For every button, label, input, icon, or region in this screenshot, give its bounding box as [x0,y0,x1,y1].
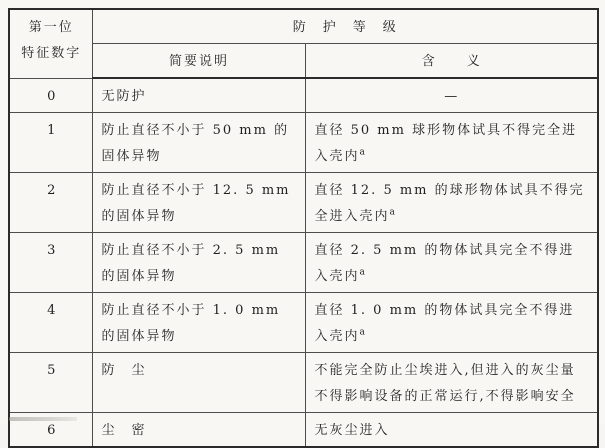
header-sub-row [9,44,598,79]
table-row [9,233,598,293]
meaning-text: 直径 2. 5 mm 的物体试具完全不得进入壳内 [314,243,575,284]
cell-digit: 6 [9,413,92,448]
cell-meaning [305,353,598,413]
cell-digit: 1 [9,113,92,173]
table-row [9,173,598,233]
cell-meaning [305,413,598,448]
cell-meaning [305,173,598,233]
table-row [9,78,598,113]
cell-digit: 4 [9,293,92,353]
meaning-text: 直径 12. 5 mm 的球形物体试具不得完全进入壳内 [314,183,585,224]
header-first-characteristic-digit [9,9,92,78]
meaning-text: 不能完全防止尘埃进入,但进入的灰尘量不得影响设备的正常运行,不得影响安全 [314,363,576,404]
cell-digit: 5 [9,353,92,413]
meaning-text: 直径 50 mm 球形物体试具不得完全进入壳内 [314,123,578,164]
cell-digit: 0 [9,78,92,113]
cell-description: 尘 密 [92,413,305,448]
cell-meaning [305,78,598,113]
meaning-text: 直径 1. 0 mm 的物体试具完全不得进入壳内 [314,303,575,344]
cell-digit: 2 [9,173,92,233]
footnote-marker: a [389,207,395,218]
cell-description: 防止直径不小于 1. 0 mm 的固体异物 [92,293,305,353]
header-first-digit-line2: 特征数字 [21,46,82,61]
table-row [9,113,598,173]
cell-description: 防 尘 [92,353,305,413]
meaning-text: 无灰尘进入 [314,423,390,438]
header-protection-grade: 防 护 等 级 [92,9,598,44]
footnote-marker: a [359,327,365,338]
header-group-row [9,9,598,44]
header-brief-description: 简要说明 [92,44,305,79]
footnote-marker: a [359,267,365,278]
cell-description: 防止直径不小于 50 mm 的固体异物 [92,113,305,173]
table-row [9,293,598,353]
header-meaning: 含 义 [305,44,598,79]
cell-meaning [305,113,598,173]
meaning-text: — [444,89,460,104]
table-row [9,413,598,448]
cell-description: 无防护 [92,78,305,113]
protection-rating-table [8,8,599,448]
cell-meaning [305,233,598,293]
cell-description: 防止直径不小于 12. 5 mm 的固体异物 [92,173,305,233]
footnote-marker: a [359,147,365,158]
header-first-digit-line1: 第一位 [28,20,74,35]
table-row [9,353,598,413]
scan-artifact [9,417,77,421]
cell-digit: 3 [9,233,92,293]
cell-meaning [305,293,598,353]
cell-description: 防止直径不小于 2. 5 mm 的固体异物 [92,233,305,293]
